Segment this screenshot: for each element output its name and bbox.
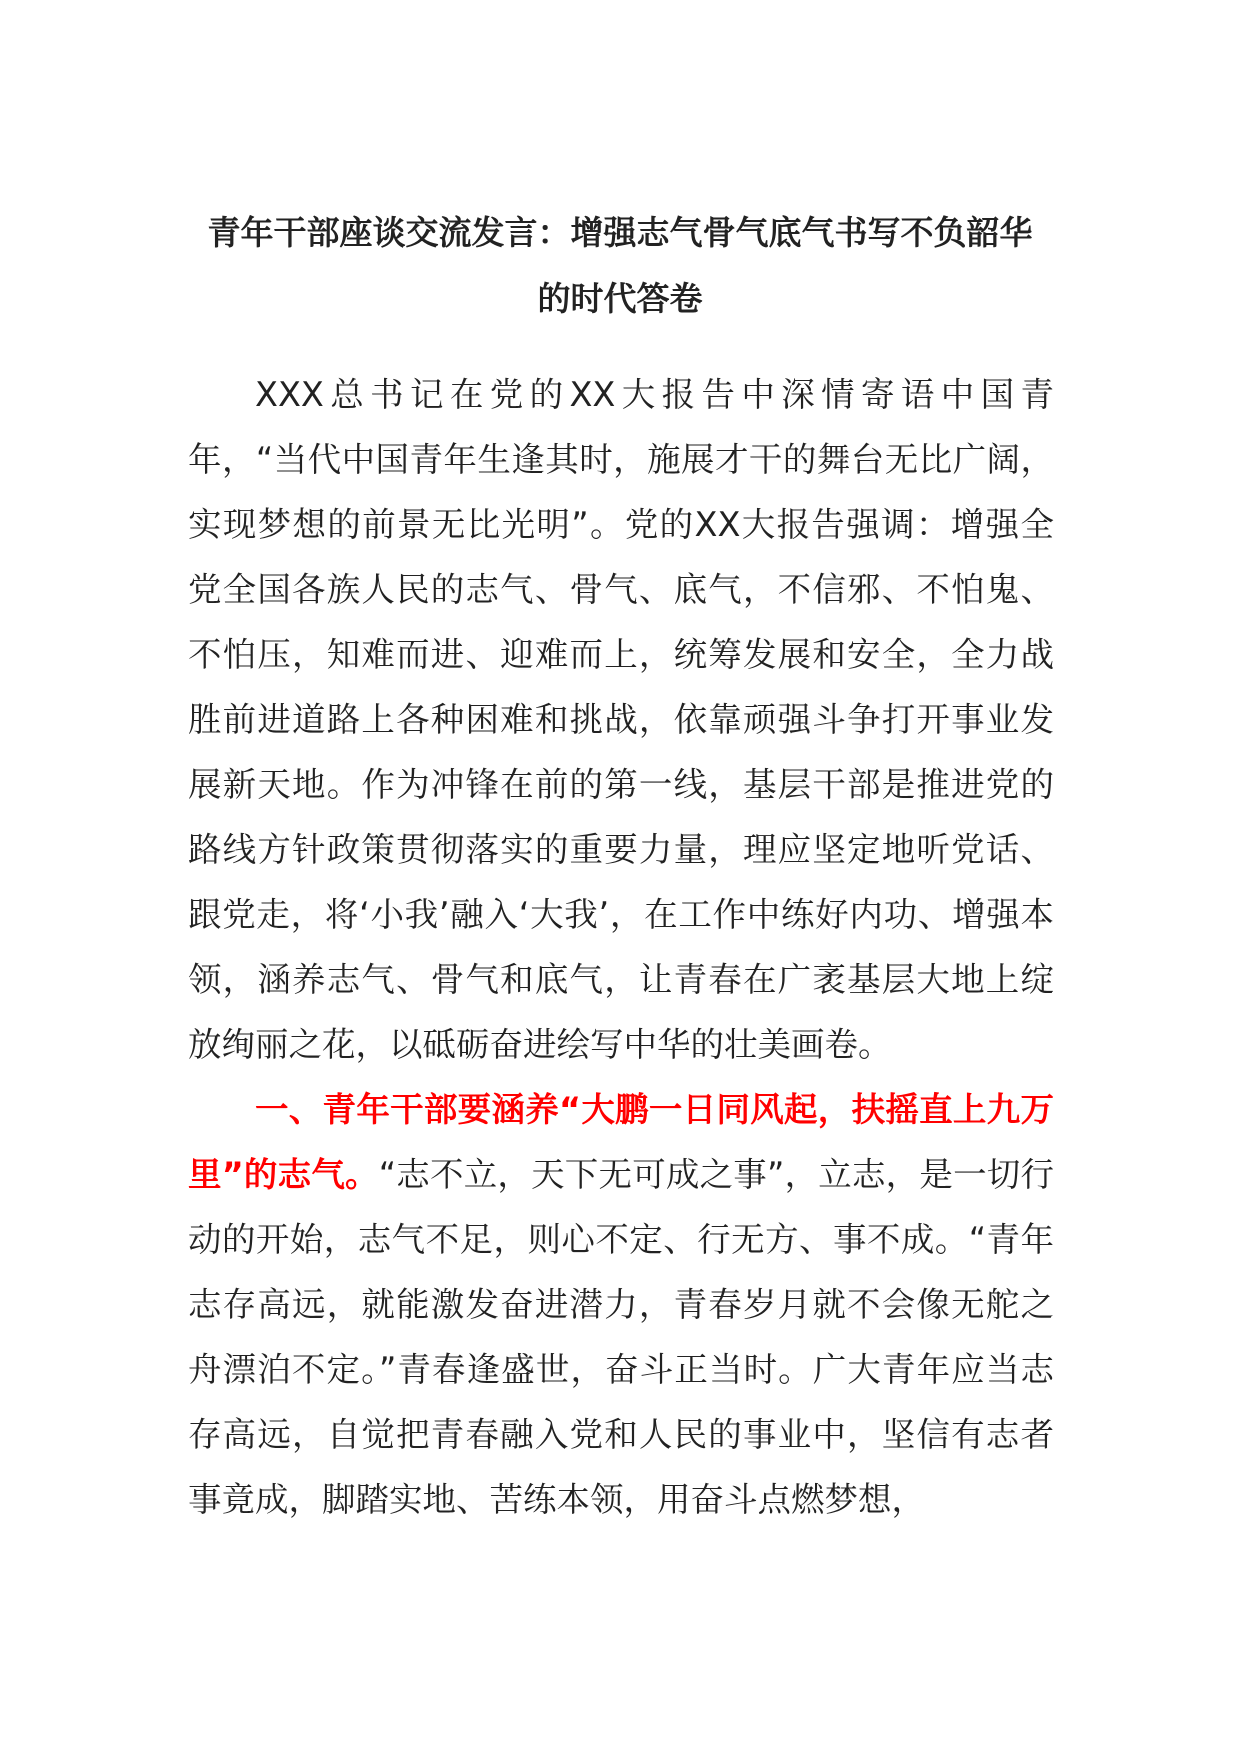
title-line-1: 青年干部座谈交流发言：增强志气骨气底气书写不负韶华 <box>207 213 1033 252</box>
section-1-paragraph <box>188 1077 1054 1532</box>
intro-paragraph: XXX总书记在党的XX大报告中深情寄语中国青年，“当代中国青年生逢其时，施展才干的舞台无比广阔，实现梦想的前景无比光明”。党的XX大报告强调：增强全党全国各族人民的志气、骨气、底气，不信邪、不怕鬼、不怕压，知难而进、迎难而上，统筹发展和安全，全力战胜前进道路上各种困难和挑战，依靠顽强斗争打开事业发展新天地。作为冲锋在前的第一线，基层干部是推进党的路线方针政策贯彻落实的重要力量，理应坚定地听党话、跟党走，将‘小我’融入‘大我’，在工作中练好内功、增强本领，涵养志气、骨气和底气，让青春在广袤基层大地上绽放绚丽之花，以砥砺奋进绘写中华的壮美画卷。 <box>188 375 1054 1064</box>
title-line-2: 的时代答卷 <box>537 279 703 318</box>
section-1-heading: 一、青年干部要涵养“大鹏一日同风起，扶摇直上九万里”的志气。 <box>188 1090 1054 1194</box>
section-1-text: “志不立，天下无可成之事”，立志，是一切行动的开始，志气不足，则心不定、行无方、事不成。“青年志存高远，就能激发奋进潜力，青春岁月就不会像无舵之舟漂泊不定。”青春逢盛世，奋斗正当时。广大青年应当志存高远，自觉把青春融入党和人民的事业中，坚信有志者事竟成，脚踏实地、苦练本领，用奋斗点燃梦想， <box>188 1155 1054 1519</box>
document-title <box>150 200 1090 332</box>
document-body <box>188 362 1054 1532</box>
